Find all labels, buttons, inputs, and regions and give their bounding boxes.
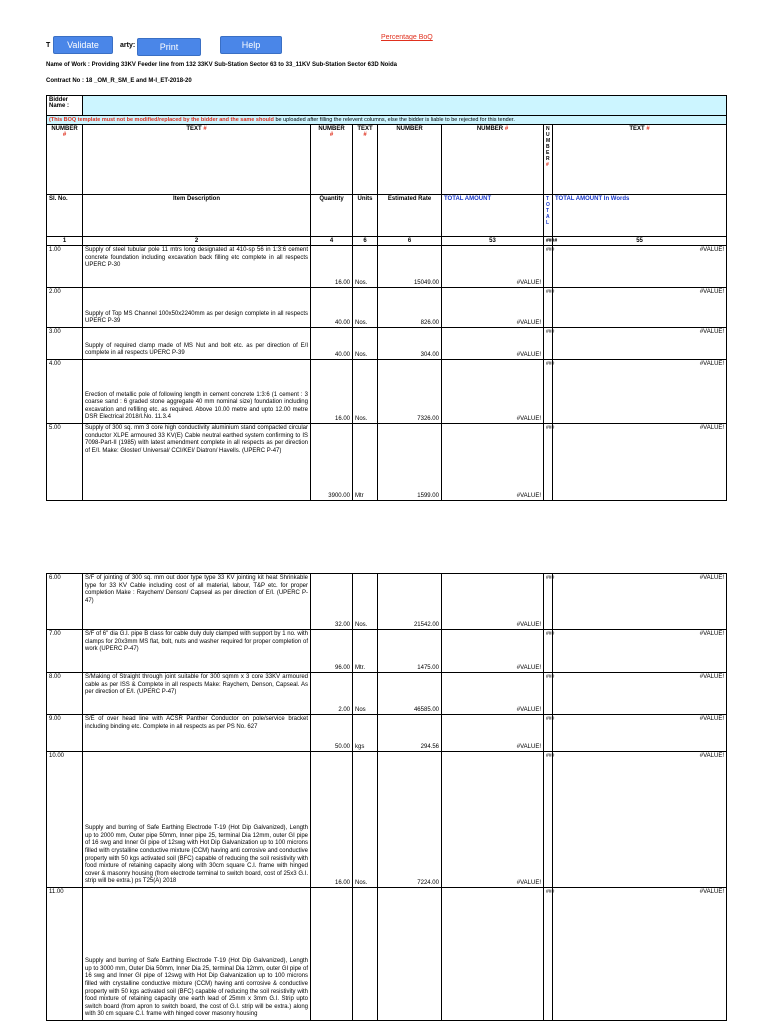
unit: Nos. [353,328,378,360]
table-row [47,360,727,424]
amount-in-words: #VALUE! [553,673,727,715]
amount-in-words: #VALUE! [553,424,727,501]
type-cell-2: TEXT # [83,125,311,195]
total-amount: #VALUE! [442,673,544,715]
type-cell-5: NUMBER [378,125,442,195]
amount-in-words: #VALUE! [553,246,727,288]
unit: Nos. [353,288,378,328]
narrow-total: ### [544,328,553,360]
narrow-total: ### [544,574,553,630]
col-header-desc: Item Description [83,195,311,237]
quantity: 2.00 [311,673,353,715]
col-number: 6 [353,237,378,246]
narrow-total: ### [544,888,553,1021]
col-number: 2 [83,237,311,246]
help-button[interactable]: Help [220,36,282,54]
estimated-rate: 15049.00 [378,246,442,288]
item-description: Supply of steel tubular pole 11 mtrs long designated at 410-sp 56 in 1:3:6 cement concrete foundation including excavation back filling etc complete in all respects UPERC P-30 [83,246,311,288]
col-header-sl: Sl. No. [47,195,83,237]
print-button[interactable]: Print [137,38,201,56]
unit: Nos. [353,752,378,888]
percentage-boq-link[interactable]: Percentage BoQ [381,34,433,41]
amount-in-words: #VALUE! [553,360,727,424]
quantity: 50.00 [311,715,353,752]
col-header-total: TOTAL AMOUNT [442,195,544,237]
sl-no: 6.00 [47,574,83,630]
bidder-name-input[interactable] [83,96,727,116]
quantity: 40.00 [311,288,353,328]
sl-no: 11.00 [47,888,83,1021]
narrow-total: ### [544,246,553,288]
sl-no: 7.00 [47,630,83,673]
col-header-words: TOTAL AMOUNT In Words [553,195,727,237]
table-row [47,424,727,501]
boq-warning [47,116,727,125]
estimated-rate: 304.00 [378,328,442,360]
unit: Nos. [353,246,378,288]
unit: Nos [353,673,378,715]
estimated-rate: 21542.00 [378,574,442,630]
estimated-rate [378,888,442,1021]
col-number: 55 [553,237,727,246]
col-header-rate: Estimated Rate [378,195,442,237]
total-amount: #VALUE! [442,360,544,424]
item-description: Erection of metallic pole of following length in cement concrete 1:3:6 (1 cement : 3 coarse sand : 6 graded stone aggregate 40 mm nominal size) foundation including excavation and refilling etc. as required. Above 10.00 metre and upto 12.00 metre DSR Electrical 2018/I.No. 11.3.4 [83,360,311,424]
total-amount: #VALUE! [442,424,544,501]
unit: Mtr [353,424,378,501]
col-header-narrow: T O T A L [544,195,553,237]
item-description: Supply and burring of Safe Earthing Electrode T-19 (Hot Dip Galvanized), Length up to 3000 mm, Outer Dia 50mm, Inner Dia 25, terminal Dia 12mm, outer GI pipe of 16 swg and Inner GI pipe of 12swg with Hot Dip Galvanization up to 100 microns filled with crystalline conductive mixture (CCM) having anti corrosive & conductive property with 50 kgs activated soil (BFC) capable of reducing the soil resistivity with food mixture of retaining capacity one earth lead of 25mm x 3mm G.I. Strip upto switch board (from apron to switch board, the cost of G.I. strip will be extra.) along with 30 cm square C.I. frame with hinged cover masonry housing [83,888,311,1021]
item-description: S/E of over head line with ACSR Panther Conductor on pole/service bracket including binding etc. Complete in all respects as per PS No. 627 [83,715,311,752]
unit: Mtr. [353,630,378,673]
sl-no: 2.00 [47,288,83,328]
quantity: 40.00 [311,328,353,360]
table-row [47,630,727,673]
col-number: 53 [442,237,544,246]
table-row [47,288,727,328]
item-description: S/F of jointing of 300 sq. mm out door type type 33 KV jointing kit heat Shrinkable type for 33 KV Cable including cost of all material, labour, T&P etc. for proper completion Make : Raychem/ Denson/ Capseal as per direction of E/I. (UPERC P-47) [83,574,311,630]
item-description: Supply and burring of Safe Earthing Electrode T-19 (Hot Dip Galvanized), Length up to 2000 mm, Outer pipe 50mm, Inner pipe 25, terminal Dia 12mm, outer GI pipe of 16 swg and Inner GI pipe of 12swg with Hot Dip Galvanization up to 100 microns filled with crystalline conductive mixture (CCM) having anti corrosive and conductive property with 50 kgs activated soil (BFC) capable of reducing the soil resistivity with food mixture of retaining capacity along with 30cm square C.I. frame with hinged cover & masonry housing (from electrode terminal to switch board, cost of 25x3 G.I. strip will be extra.) ps T25(A) 2018 [83,752,311,888]
amount-in-words: #VALUE! [553,752,727,888]
unit: kgs [353,715,378,752]
quantity: 3900.00 [311,424,353,501]
type-cell-1: NUMBER # [47,125,83,195]
col-number: #### [544,237,553,246]
item-description: S/F of 6" dia G.I. pipe B class for cable duly duly clamped with support by 1 no. with clamps for 20x3mm MS flat, bolt, nuts and washer required for proper completion of work (UPERC P-47) [83,630,311,673]
total-amount: #VALUE! [442,752,544,888]
quantity: 16.00 [311,246,353,288]
estimated-rate: 826.00 [378,288,442,328]
unit: Nos. [353,360,378,424]
contract-no: Contract No : 18 _OM_R_SM_E and M-I_ET-2018-20 [46,78,192,84]
sl-no: 9.00 [47,715,83,752]
item-description: Supply of 300 sq. mm 3 core high conductivity aluminium stand compacted circular conductor XLPE armoured 33 KV(E) Cable neutral earthed system confirming to IS 7098-Part-II (1985) with latest amendment complete in all respects as per direction of E/I. Make: Gloster/ Universal/ CCI/KEI/ Diatron/ Havells. (UPERC P-47) [83,424,311,501]
narrow-total: ### [544,630,553,673]
sl-no: 3.00 [47,328,83,360]
narrow-total: ### [544,360,553,424]
table-row [47,888,727,1021]
amount-in-words: #VALUE! [553,630,727,673]
table-row [47,715,727,752]
unit: Nos. [353,574,378,630]
sl-no: 8.00 [47,673,83,715]
boq-table [46,95,727,501]
partial-label-left: T [46,42,51,49]
narrow-total: ### [544,288,553,328]
sl-no: 4.00 [47,360,83,424]
bidder-name-label: Bidder Name : [47,96,83,116]
amount-in-words: #VALUE! [553,288,727,328]
col-header-qty: Quantity [311,195,353,237]
quantity: 96.00 [311,630,353,673]
col-header-units: Units [353,195,378,237]
estimated-rate: 1475.00 [378,630,442,673]
amount-in-words: #VALUE! [553,715,727,752]
total-amount: #VALUE! [442,574,544,630]
total-amount: #VALUE! [442,328,544,360]
item-description: Supply of required clamp made of MS Nut and bolt etc. as per direction of E/I complete in all respects UPERC P-39 [83,328,311,360]
col-number: 4 [311,237,353,246]
type-cell-8: TEXT # [553,125,727,195]
table-row [47,752,727,888]
type-cell-3: NUMBER # [311,125,353,195]
unit [353,888,378,1021]
type-cell-6: NUMBER # [442,125,544,195]
total-amount [442,888,544,1021]
item-description: S/Making of Straight through joint suitable for 300 sqmm x 3 core 33KV armoured cable as per ISS & Complete in all respects Make: Raychem, Denson, Capseal. As per direction of E/I. (UPERC P-47) [83,673,311,715]
col-number-row [47,237,727,246]
type-cell-4: TEXT # [353,125,378,195]
estimated-rate: 46585.00 [378,673,442,715]
total-amount: #VALUE! [442,288,544,328]
boq-warning-rest: be uploaded after filling the relevent columns, else the bidder is liable to be rejected for this tender. [273,117,515,123]
table-row [47,328,727,360]
col-number: 6 [378,237,442,246]
total-amount: #VALUE! [442,246,544,288]
amount-in-words: #VALUE! [553,574,727,630]
narrow-total: ### [544,752,553,888]
sl-no: 5.00 [47,424,83,501]
validate-button[interactable]: Validate [53,36,113,54]
boq-table-continued [46,573,727,1021]
quantity: 32.00 [311,574,353,630]
narrow-total: ### [544,715,553,752]
table-row [47,574,727,630]
estimated-rate: 7224.00 [378,752,442,888]
item-description: Supply of Top MS Channel 100x50x2240mm as per design complete in all respects UPERC P-39 [83,288,311,328]
estimated-rate: 7326.00 [378,360,442,424]
col-number: 1 [47,237,83,246]
estimated-rate: 1599.00 [378,424,442,501]
sl-no: 1.00 [47,246,83,288]
name-of-work: Name of Work : Providing 33KV Feeder line from 132 33KV Sub-Station Sector 63 to 33_11KV Sub-Station Sector 63D Noida [46,62,397,68]
quantity [311,888,353,1021]
narrow-total: ### [544,673,553,715]
total-amount: #VALUE! [442,630,544,673]
narrow-total: ### [544,424,553,501]
boq-warning-red: (This BOQ template must not be modified/replaced by the bidder and the same should [49,117,274,123]
partial-label-right: arty: [120,42,136,49]
sl-no: 10.00 [47,752,83,888]
type-cell-7: N U M B E R # [544,125,553,195]
quantity: 16.00 [311,360,353,424]
total-amount: #VALUE! [442,715,544,752]
amount-in-words: #VALUE! [553,888,727,1021]
quantity: 16.00 [311,752,353,888]
table-row [47,673,727,715]
amount-in-words: #VALUE! [553,328,727,360]
table-row [47,246,727,288]
estimated-rate: 294.56 [378,715,442,752]
